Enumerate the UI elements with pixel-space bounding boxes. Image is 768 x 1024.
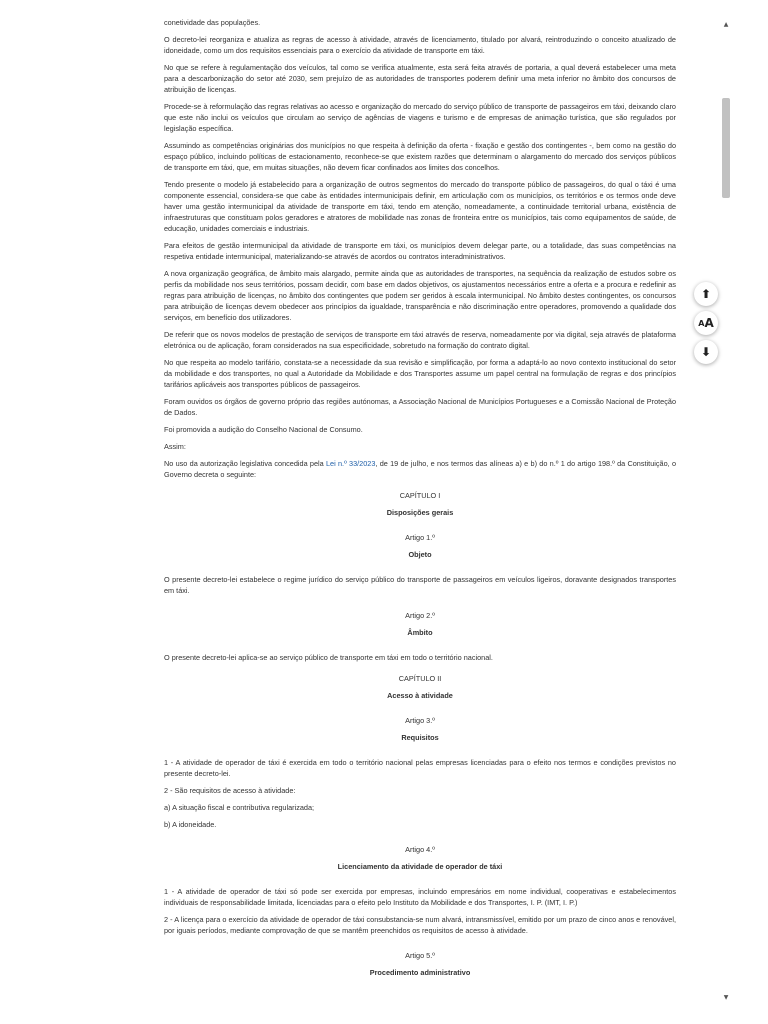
article-title: Licenciamento da atividade de operador de táxi xyxy=(337,862,503,871)
arrow-up-icon: ⬆ xyxy=(700,287,712,301)
chapter-title: Acesso à atividade xyxy=(387,691,453,700)
intro-paragraph: Procede-se à reformulação das regras relativas ao acesso e organização do mercado do serviço público de transporte de passageiros em táxi, deixando claro que este não inclui os veículos que circulam ao serviço de agências de viagens e turismo e de empresas de animação turística, que são regulados por legislação específica. xyxy=(164,102,676,133)
article-label: Artigo 4.º xyxy=(405,845,435,854)
article-item: a) A situação fiscal e contributiva regularizada; xyxy=(164,803,315,812)
article-label: Artigo 1.º xyxy=(405,533,435,542)
intro-paragraph: Tendo presente o modelo já estabelecido para a organização de outros segmentos do mercado do transporte público de passageiros, do qual o táxi é uma componente essencial, considera-se que cabe às entidades intermunicipais definir, em articulação com os municípios, os territórios e os termos onde deve haver uma gestão intermunicipal da atividade de transporte em táxi, tendo em atenção, nomeadamente, a continuidade territorial urbana, existência de infraestruturas que constituam polos geradores e atratores de mobilidade nas zonas de fronteira entre os municípios, tais como equipamentos de saúde, de educação, unidades comerciais e industriais. xyxy=(164,180,676,233)
article-label: Artigo 2.º xyxy=(405,611,435,620)
intro-paragraph: O decreto-lei reorganiza e atualiza as regras de acesso à atividade, através de licenciamento, titulado por alvará, reintroduzindo o conceito atualizado de idoneidade, como um dos requisitos essenciais para o exercício da atividade de transporte em táxi. xyxy=(164,35,676,55)
preamble-text-after: , de 19 de julho, e nos termos das alíneas a) e b) do n.º 1 do artigo 198.º da Constituição, o Governo decreta o seguinte: xyxy=(164,459,676,479)
scrollbar-thumb[interactable] xyxy=(722,98,730,198)
law-link[interactable]: Lei n.º 33/2023 xyxy=(325,459,376,468)
chapter-label: CAPÍTULO II xyxy=(398,674,442,683)
chapter-title: Disposições gerais xyxy=(386,508,454,517)
font-size-button[interactable] xyxy=(694,311,718,335)
font-size-small-icon: A xyxy=(698,318,705,328)
intro-paragraph: No que se refere à regulamentação dos veículos, tal como se verifica atualmente, esta será feita através de portaria, a qual deverá estabelecer uma meta para a descarbonização do setor até 2030, sem prejuízo de as autoridades de transportes poderem definir uma meta inferior no âmbito dos concursos de atribuição de licenças. xyxy=(164,63,676,94)
article-paragraph: O presente decreto-lei aplica-se ao serviço público de transporte em táxi em todo o território nacional. xyxy=(164,653,493,662)
scroll-to-bottom-button[interactable] xyxy=(694,340,718,364)
font-size-large-icon: A xyxy=(704,316,714,330)
intro-paragraph: Para efeitos de gestão intermunicipal da atividade de transporte em táxi, os municípios devem delegar parte, ou a totalidade, das suas competências na respetiva entidade intermunicipal, materializando-se através de acordos ou contratos interadministrativos. xyxy=(164,241,676,261)
article-paragraph: 2 - A licença para o exercício da atividade de operador de táxi consubstancia-se num alvará, intransmissível, emitido por um prazo de cinco anos e renovável, por iguais períodos, mediante comprovação de que se mantêm preenchidos os requisitos de acesso à atividade. xyxy=(164,915,676,935)
article-title: Âmbito xyxy=(407,628,433,637)
article-label: Artigo 5.º xyxy=(405,951,435,960)
preamble-text-before: No uso da autorização legislativa concedida pela xyxy=(164,459,326,468)
article-item: b) A idoneidade. xyxy=(164,820,217,829)
scrollbar[interactable] xyxy=(721,20,731,1003)
article-title: Procedimento administrativo xyxy=(369,968,471,977)
intro-paragraph: Assim: xyxy=(164,442,186,451)
article-paragraph: 1 - A atividade de operador de táxi só pode ser exercida por empresas, incluindo empresários em nome individual, cooperativas e estabelecimentos individuais de responsabilidade limitada, licenciadas para o efeito pelo Instituto da Mobilidade e dos Transportes, I. P. (IMT, I. P.) xyxy=(164,887,676,907)
intro-paragraph: Assumindo as competências originárias dos municípios no que respeita à definição da oferta - fixação e gestão dos contingentes -, bem como na gestão do espaço público, incluindo políticas de estacionamento, reconhece-se que existem razões que determinam o alargamento do mercado dos serviços públicos de transporte em táxi, que, em muitas situações, não devem ficar confinados aos limites dos concelhos. xyxy=(164,141,676,172)
intro-paragraph: Foi promovida a audição do Conselho Nacional de Consumo. xyxy=(164,425,363,434)
intro-paragraph: conetividade das populações. xyxy=(164,18,261,27)
chapter-label: CAPÍTULO I xyxy=(399,491,441,500)
intro-paragraph: De referir que os novos modelos de prestação de serviços de transporte em táxi através de reserva, nomeadamente por via digital, seja através de plataforma eletrónica ou de aplicação, foram considerados na sua especificidade, sobretudo na formação do contrato digital. xyxy=(164,330,676,350)
article-title: Objeto xyxy=(408,550,432,559)
scroll-to-top-button[interactable] xyxy=(694,282,718,306)
article-paragraph: 2 - São requisitos de acesso à atividade: xyxy=(164,786,296,795)
intro-paragraph: Foram ouvidos os órgãos de governo próprio das regiões autónomas, a Associação Nacional de Municípios Portugueses e a Comissão Nacional de Proteção de Dados. xyxy=(164,397,676,417)
preamble-paragraph xyxy=(164,458,676,480)
article-title: Requisitos xyxy=(401,733,439,742)
article-paragraph: 1 - A atividade de operador de táxi é exercida em todo o território nacional pelas empresas licenciadas para o efeito nos termos e condições previstos no presente decreto-lei. xyxy=(164,758,676,778)
intro-paragraph: A nova organização geográfica, de âmbito mais alargado, permite ainda que as autoridades de transportes, na sequência da realização de estudos sobre os perfis da mobilidade nos seus territórios, possam decidir, com base em dados objetivos, os ajustamentos necessários entre a oferta e a procura e redefinir as regras para atribuição de licenças, no âmbito dos contingentes que podem ser geridos à escala intermunicipal. No âmbito destes contingentes, os concursos para atribuição de licenças devem obedecer aos princípios da igualdade, transparência e não discriminação entre operadores, promovendo a qualidade dos serviços, em benefício dos utilizadores. xyxy=(164,269,676,322)
arrow-down-icon: ⬇ xyxy=(700,345,712,359)
article-label: Artigo 3.º xyxy=(405,716,435,725)
scrollbar-up-arrow-icon[interactable]: ▲ xyxy=(723,21,729,28)
article-paragraph: O presente decreto-lei estabelece o regime jurídico do serviço público do transporte de passageiros em veículos ligeiros, doravante designados transportes em táxi. xyxy=(164,575,676,595)
document-body xyxy=(164,17,676,992)
scrollbar-down-arrow-icon[interactable]: ▼ xyxy=(723,994,729,1001)
intro-paragraph: No que respeita ao modelo tarifário, constata-se a necessidade da sua revisão e simplificação, por forma a adaptá-lo ao novo contexto institucional do setor da mobilidade e dos transportes, no qual a Autoridade da Mobilidade e dos Transportes assume um papel central na formulação de regras e dos princípios tarifários aplicáveis aos transportes públicos de passageiros. xyxy=(164,358,676,389)
